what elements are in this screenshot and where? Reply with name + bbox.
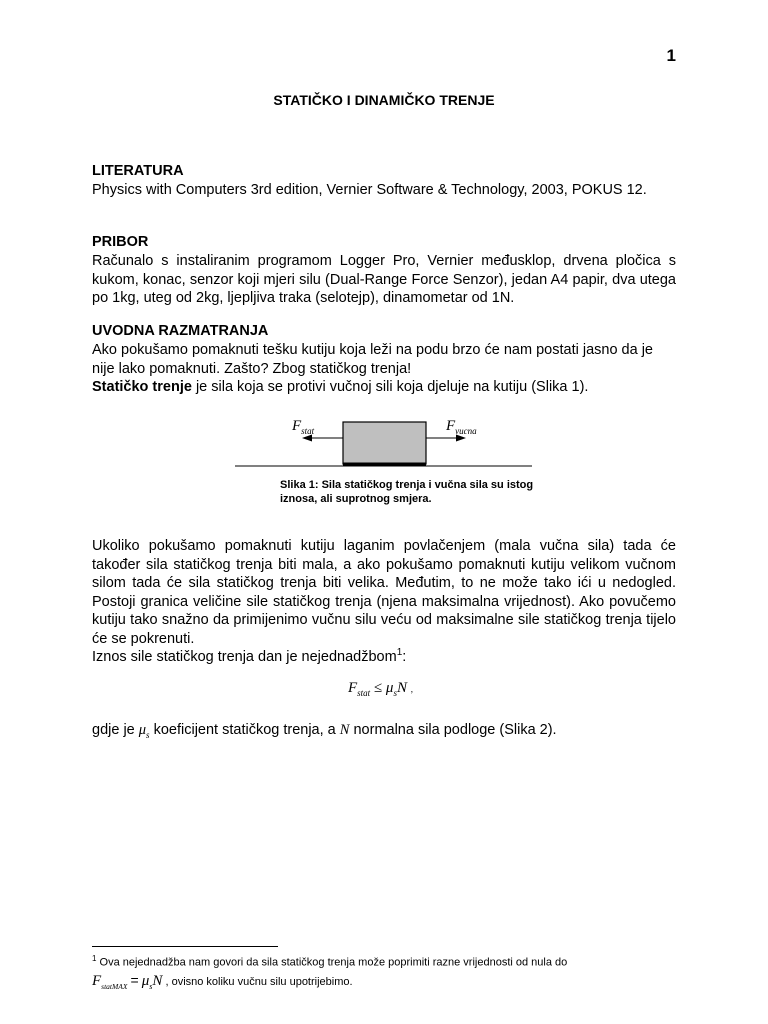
uvod-bold-term: Statičko trenje xyxy=(92,379,192,395)
fn-eq: = xyxy=(130,972,139,988)
eq-f-sub: stat xyxy=(357,688,371,698)
footnote-line-2 xyxy=(92,972,353,991)
uvod-text xyxy=(92,341,676,397)
footnote-mark: 1 xyxy=(92,954,97,963)
fn-n: N xyxy=(152,973,163,989)
footnote-line-1 xyxy=(92,954,567,969)
uvod-text-2: je sila koja se protivi vučnoj sili koja djeluje na kutiju (Slika 1). xyxy=(191,379,589,395)
paragraph-4 xyxy=(92,721,676,745)
paragraph-3 xyxy=(92,644,676,666)
box xyxy=(343,422,426,464)
footnote-text-1: Ova nejednadžba nam govori da sila statičkog trenja može poprimiti razne vrijednosti od nula do xyxy=(96,956,568,969)
eq-f: F xyxy=(348,680,358,696)
fvucna-letter: F xyxy=(446,418,456,434)
fstat-label xyxy=(292,418,314,436)
pribor-heading: PRIBOR xyxy=(92,234,149,250)
fvucna-label xyxy=(446,418,477,436)
footnote-text-2: , ovisno koliku vučnu silu upotrijebimo. xyxy=(162,976,353,988)
fn-f-sub: statMAX xyxy=(101,982,128,991)
literatura-text: Physics with Computers 3rd edition, Vernier Software & Technology, 2003, POKUS 12. xyxy=(92,182,647,198)
eq-le: ≤ xyxy=(373,680,383,696)
paragraph-3-colon: : xyxy=(402,648,407,665)
uvod-text-1: Ako pokušamo pomaknuti tešku kutiju koja leži na podu brzo će nam postati jasno da je nije lako pomaknuti. Zašto? Zbog statičkog trenja! xyxy=(92,342,653,377)
pribor-text: Računalo s instaliranim programom Logger Pro, Vernier međusklop, drvena pločica s kukom, konac, senzor koji mjeri silu (Dual-Range Force Senzor), jedan A4 papir, dva utega po 1kg, uteg od 2kg, ljepljiva traka (selotejp), dinamometar od 1N. xyxy=(92,253,676,306)
fn-f: F xyxy=(92,973,102,989)
p4-n: N xyxy=(339,722,350,738)
p4-mu-sub: s xyxy=(146,730,150,740)
fvucna-sub: vucna xyxy=(455,426,477,436)
fn-mu: μ xyxy=(141,973,150,989)
equation xyxy=(348,680,413,698)
fstat-letter: F xyxy=(292,418,302,434)
page-title: STATIČKO I DINAMIČKO TRENJE xyxy=(273,92,495,108)
footnote-ref: 1 xyxy=(396,647,403,658)
fn-mu-sub: s xyxy=(149,982,153,991)
p4-mid: koeficijent statičkog trenja, a xyxy=(149,722,340,738)
paragraph-3-text: Iznos sile statičkog trenja dan je nejednadžbom xyxy=(92,648,397,665)
eq-n: N xyxy=(396,680,407,696)
p4-mu: μ xyxy=(138,722,147,738)
eq-mu: μ xyxy=(385,680,394,696)
uvod-heading: UVODNA RAZMATRANJA xyxy=(92,323,269,339)
page-number: 1 xyxy=(666,46,676,65)
fstat-sub: stat xyxy=(301,426,315,436)
footnote-separator xyxy=(92,946,278,947)
literatura-heading: LITERATURA xyxy=(92,163,184,179)
p4-post: normalna sila podloge (Slika 2). xyxy=(349,722,557,738)
figure-1-caption: Slika 1: Sila statičkog trenja i vučna sila su istog iznosa, ali suprotnog smjera. xyxy=(280,479,534,505)
p4-pre: gdje je xyxy=(92,722,135,738)
eq-mu-sub: s xyxy=(393,688,397,698)
eq-comma: , xyxy=(410,684,413,694)
figure-1-diagram xyxy=(230,412,540,474)
paragraph-2: Ukoliko pokušamo pomaknuti kutiju laganim povlačenjem (mala vučna sila) tada će također sila statičkog trenja biti mala, a ako pokušamo pomaknuti kutiju velikom vučnom silom tada će sila statičkog trenja biti velika. Međutim, to ne može tako ići u nedogled. Postoji granica veličine sile statičkog trenja (njena maksimalna vrijednost). Ako povučemo kutiju tako snažno da primijenimo vučnu silu veću od maksimalne sile statičkog trenja tijelo će se pokrenuti. xyxy=(92,538,676,647)
